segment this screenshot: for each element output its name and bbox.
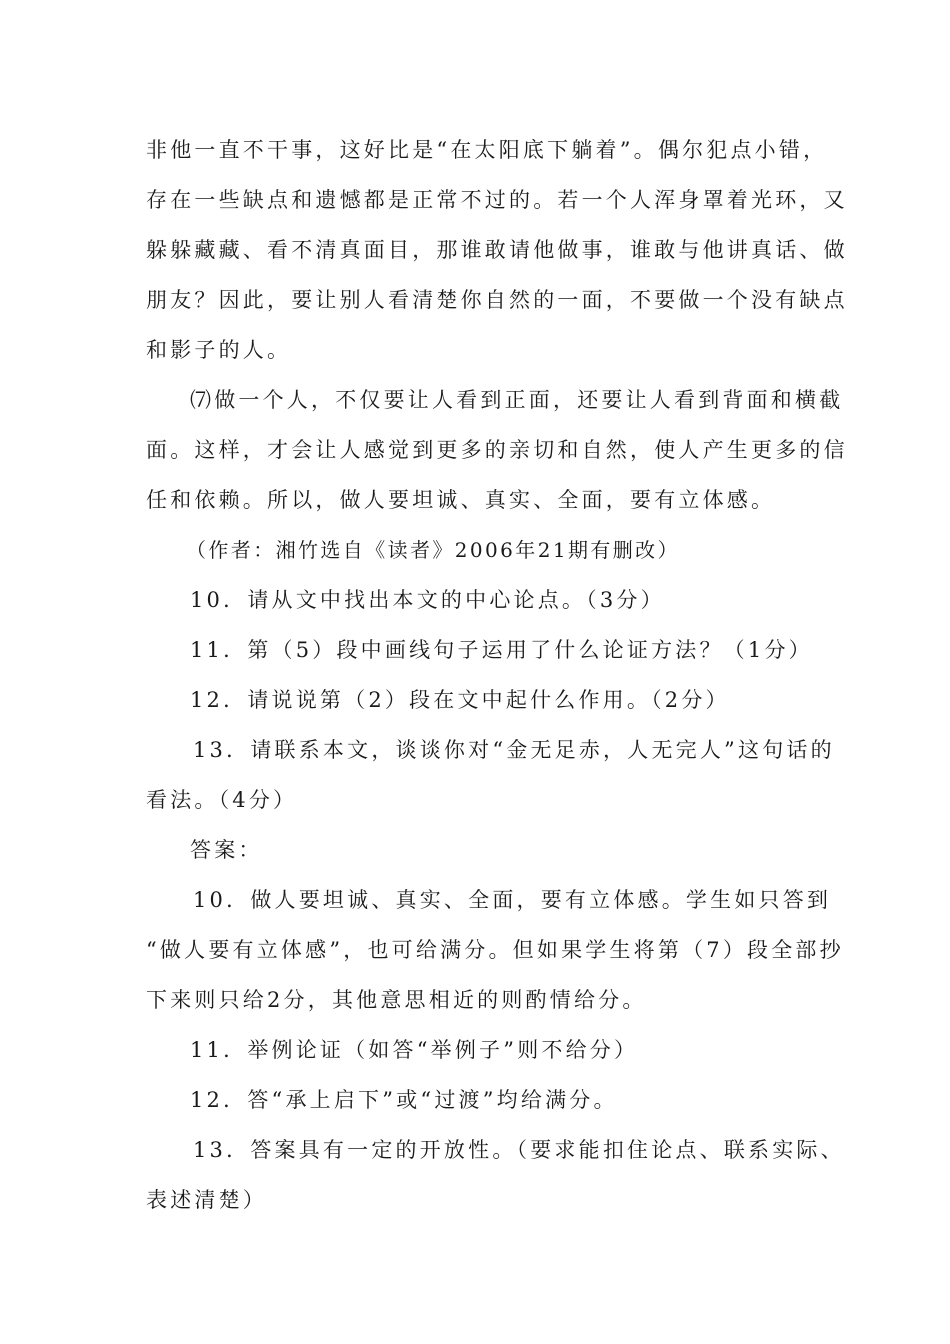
answer-10-continued: 下来则只给2分，其他意思相近的则酌情给分。	[146, 988, 647, 1012]
question-13-continued: 看法。（4分）	[146, 788, 298, 812]
answer-10-continued: “做人要有立体感”，也可给满分。但如果学生将第（7）段全部抄	[146, 938, 844, 962]
answer-12: 12．答“承上启下”或“过渡”均给满分。	[190, 1088, 618, 1112]
answer-11: 11．举例论证（如答“举例子”则不给分）	[190, 1038, 639, 1062]
text-line: 任和依赖。所以，做人要坦诚、真实、全面，要有立体感。	[146, 488, 776, 512]
answer-13: 13．答案具有一定的开放性。（要求能扣住论点、联系实际、	[193, 1138, 845, 1162]
answers-heading: 答案：	[190, 838, 263, 862]
text-line: 躲躲藏藏、看不清真面目，那谁敢请他做事，谁敢与他讲真话、做	[146, 238, 848, 262]
question-10: 10．请从文中找出本文的中心论点。（3分）	[190, 588, 665, 612]
text-line: 和影子的人。	[146, 338, 292, 362]
text-line: 非他一直不干事，这好比是“在太阳底下躺着”。偶尔犯点小错，	[146, 138, 828, 162]
question-12: 12．请说说第（2）段在文中起什么作用。（2分）	[190, 688, 730, 712]
source-credit: （作者：湘竹选自《读者》2006年21期有删改）	[186, 538, 680, 562]
text-line: ⑺做一个人，不仅要让人看到正面，还要让人看到背面和横截	[190, 388, 844, 412]
question-13: 13．请联系本文，谈谈你对“金无足赤，人无完人”这句话的	[193, 738, 835, 762]
answer-13-continued: 表述清楚）	[146, 1188, 267, 1212]
question-11: 11．第（5）段中画线句子运用了什么论证方法？（1分）	[190, 638, 813, 662]
answer-10: 10．做人要坦诚、真实、全面，要有立体感。学生如只答到	[193, 888, 832, 912]
text-line: 面。这样，才会让人感觉到更多的亲切和自然，使人产生更多的信	[146, 438, 848, 462]
text-line: 朋友？因此，要让别人看清楚你自然的一面，不要做一个没有缺点	[146, 288, 848, 312]
text-line: 存在一些缺点和遗憾都是正常不过的。若一个人浑身罩着光环，又	[146, 188, 848, 212]
